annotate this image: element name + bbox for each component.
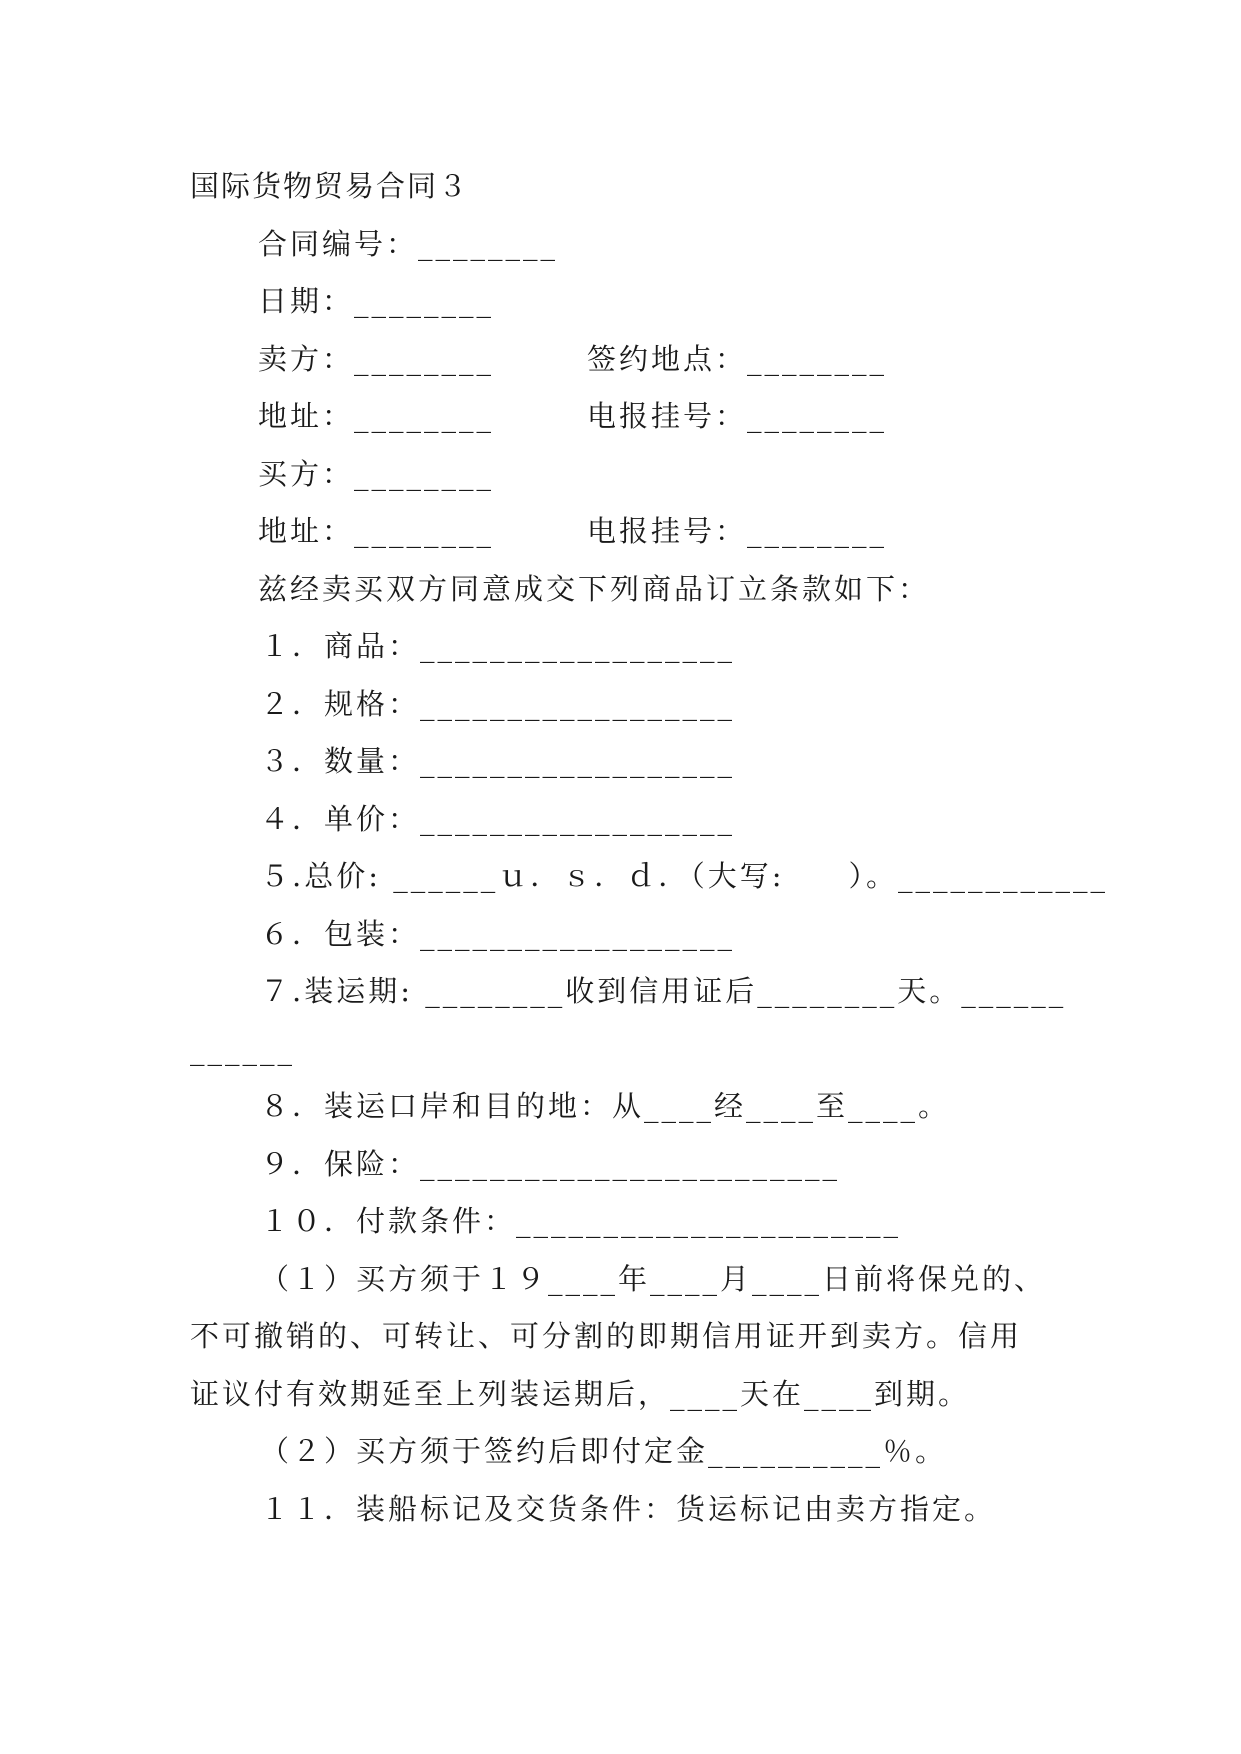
buyer-field: 买方：________ xyxy=(258,457,495,491)
buyer-cable-field: 电报挂号：________ xyxy=(587,514,888,548)
date-field: 日期：________ xyxy=(258,284,495,318)
clause-total-price: ５.总价: ______ｕ．ｓ．ｄ．（大写: ）。____________ xyxy=(260,859,1108,893)
payment-sub-1: （１）买方须于１９____年____月____日前将保兑的、 xyxy=(260,1262,1047,1296)
seller-address-field: 地址：________ xyxy=(258,399,495,433)
intro-paragraph: 兹经卖买双方同意成交下列商品订立条款如下： xyxy=(258,572,931,606)
buyer-address-field: 地址：________ xyxy=(258,514,495,548)
seller-field: 卖方：________ xyxy=(258,342,495,376)
seller-cable-field: 电报挂号：________ xyxy=(587,399,888,433)
payment-sub-1-line2: 不可撤销的、可转让、可分割的即期信用证开到卖方。信用 xyxy=(190,1319,1023,1353)
clause-insurance: ９．保险：________________________ xyxy=(260,1147,841,1181)
clause-commodity: １．商品：__________________ xyxy=(260,629,736,663)
clause-shipment-continued: ______ xyxy=(190,1032,295,1066)
payment-sub-2: （２）买方须于签约后即付定金__________％。 xyxy=(260,1434,948,1468)
signing-place-field: 签约地点：________ xyxy=(587,342,888,376)
payment-sub-1-line3: 证议付有效期延至上列装运期后，____天在____到期。 xyxy=(190,1377,971,1411)
clause-ports: ８．装运口岸和目的地：从____经____至____。 xyxy=(260,1089,951,1123)
clause-payment: １０．付款条件：______________________ xyxy=(260,1204,902,1238)
contract-number-field: 合同编号：________ xyxy=(258,227,559,261)
clause-unit-price: ４．单价：__________________ xyxy=(260,802,736,836)
clause-packing: ６．包装：__________________ xyxy=(260,917,736,951)
clause-shipment: ７.装运期: ________收到信用证后________天。______ xyxy=(260,974,1067,1008)
document-title: 国际货物贸易合同３ xyxy=(190,169,470,203)
clause-specification: ２．规格：__________________ xyxy=(260,687,736,721)
clause-quantity: ３．数量：__________________ xyxy=(260,744,736,778)
clause-shipping-marks: １１．装船标记及交货条件：货运标记由卖方指定。 xyxy=(260,1492,997,1526)
